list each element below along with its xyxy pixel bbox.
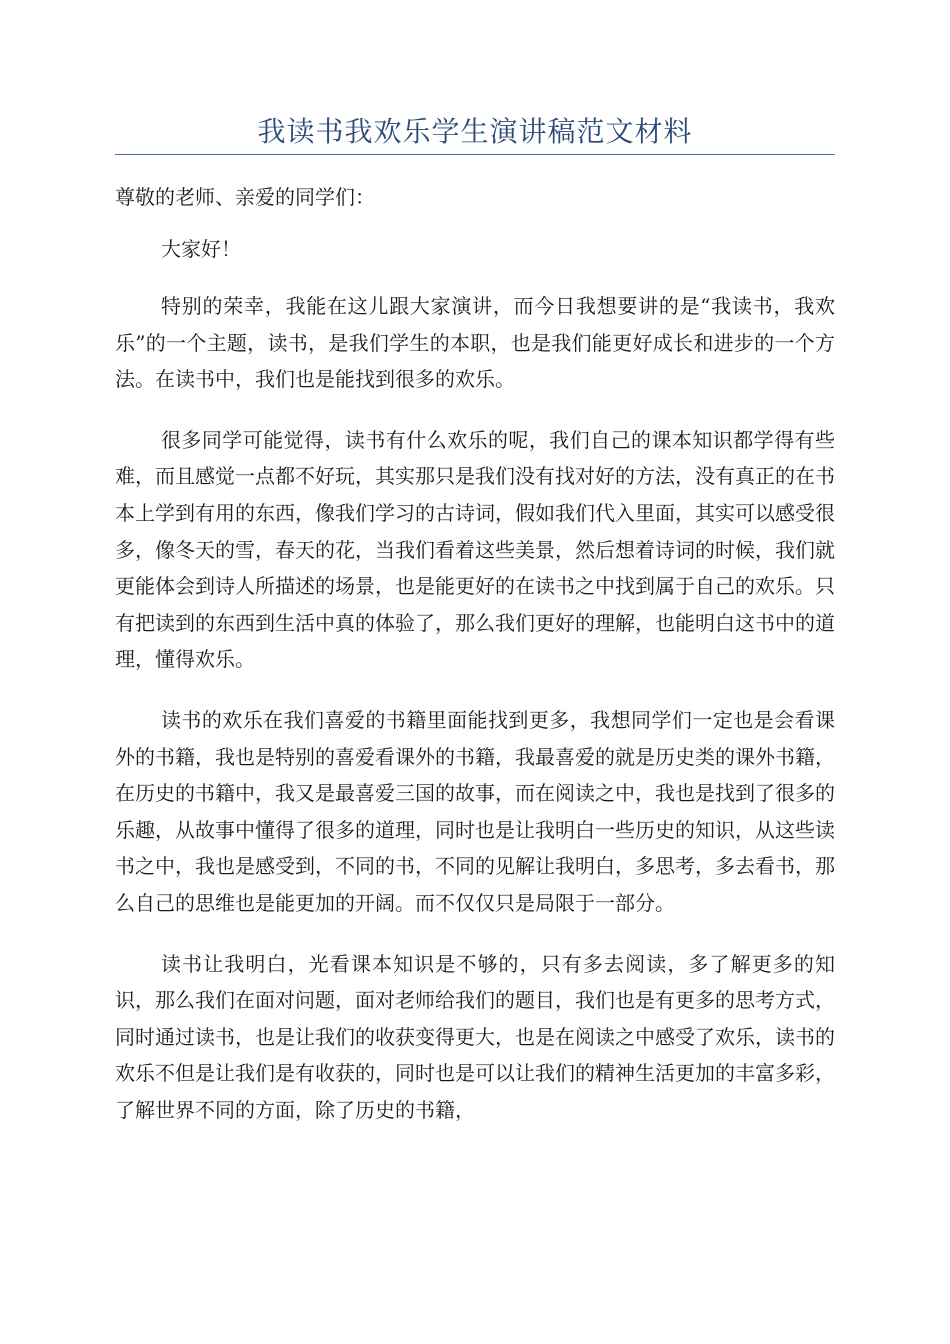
- body-paragraph-3: 读书的欢乐在我们喜爱的书籍里面能找到更多，我想同学们一定也是会看课外的书籍，我也是特别的喜爱看课外的书籍，我最喜爱的就是历史类的课外书籍，在历史的书籍中，我又是最喜爱三国的故事，而在阅读之中，我也是找到了很多的乐趣，从故事中懂得了很多的道理，同时也是让我明白一些历史的知识，从这些读书之中，我也是感受到，不同的书，不同的见解让我明白，多思考，多去看书，那么自己的思维也是能更加的开阔。而不仅仅只是局限于一部分。: [115, 707, 835, 915]
- body-paragraph-4: 读书让我明白，光看课本知识是不够的，只有多去阅读，多了解更多的知识，那么我们在面对问题，面对老师给我们的题目，我们也是有更多的思考方式，同时通过读书，也是让我们的收获变得更大，也是在阅读之中感受了欢乐，读书的欢乐不但是让我们是有收获的，同时也是可以让我们的精神生活更加的丰富多彩，了解世界不同的方面，除了历史的书籍，: [115, 951, 835, 1122]
- document-page: [115, 110, 835, 1128]
- document-title: 我读书我欢乐学生演讲稿范文材料: [257, 115, 693, 148]
- body-paragraph-1: 特别的荣幸，我能在这儿跟大家演讲，而今日我想要讲的是“我读书，我欢乐”的一个主题，读书，是我们学生的本职，也是我们能更好成长和进步的一个方法。在读书中，我们也是能找到很多的欢乐。: [115, 294, 835, 392]
- salutation: 尊敬的老师、亲爱的同学们：: [115, 185, 375, 209]
- title-divider: [115, 154, 835, 155]
- body-paragraph-2: 很多同学可能觉得，读书有什么欢乐的呢，我们自己的课本知识都学得有些难，而且感觉一点都不好玩，其实那只是我们没有找对好的方法，没有真正的在书本上学到有用的东西，像我们学习的古诗词，假如我们代入里面，其实可以感受很多，像冬天的雪，春天的花，当我们看着这些美景，然后想着诗词的时候，我们就更能体会到诗人所描述的场景，也是能更好的在读书之中找到属于自己的欢乐。只有把读到的东西到生活中真的体验了，那么我们更好的理解，也能明白这书中的道理，懂得欢乐。: [115, 427, 835, 672]
- greeting: 大家好！: [161, 237, 241, 261]
